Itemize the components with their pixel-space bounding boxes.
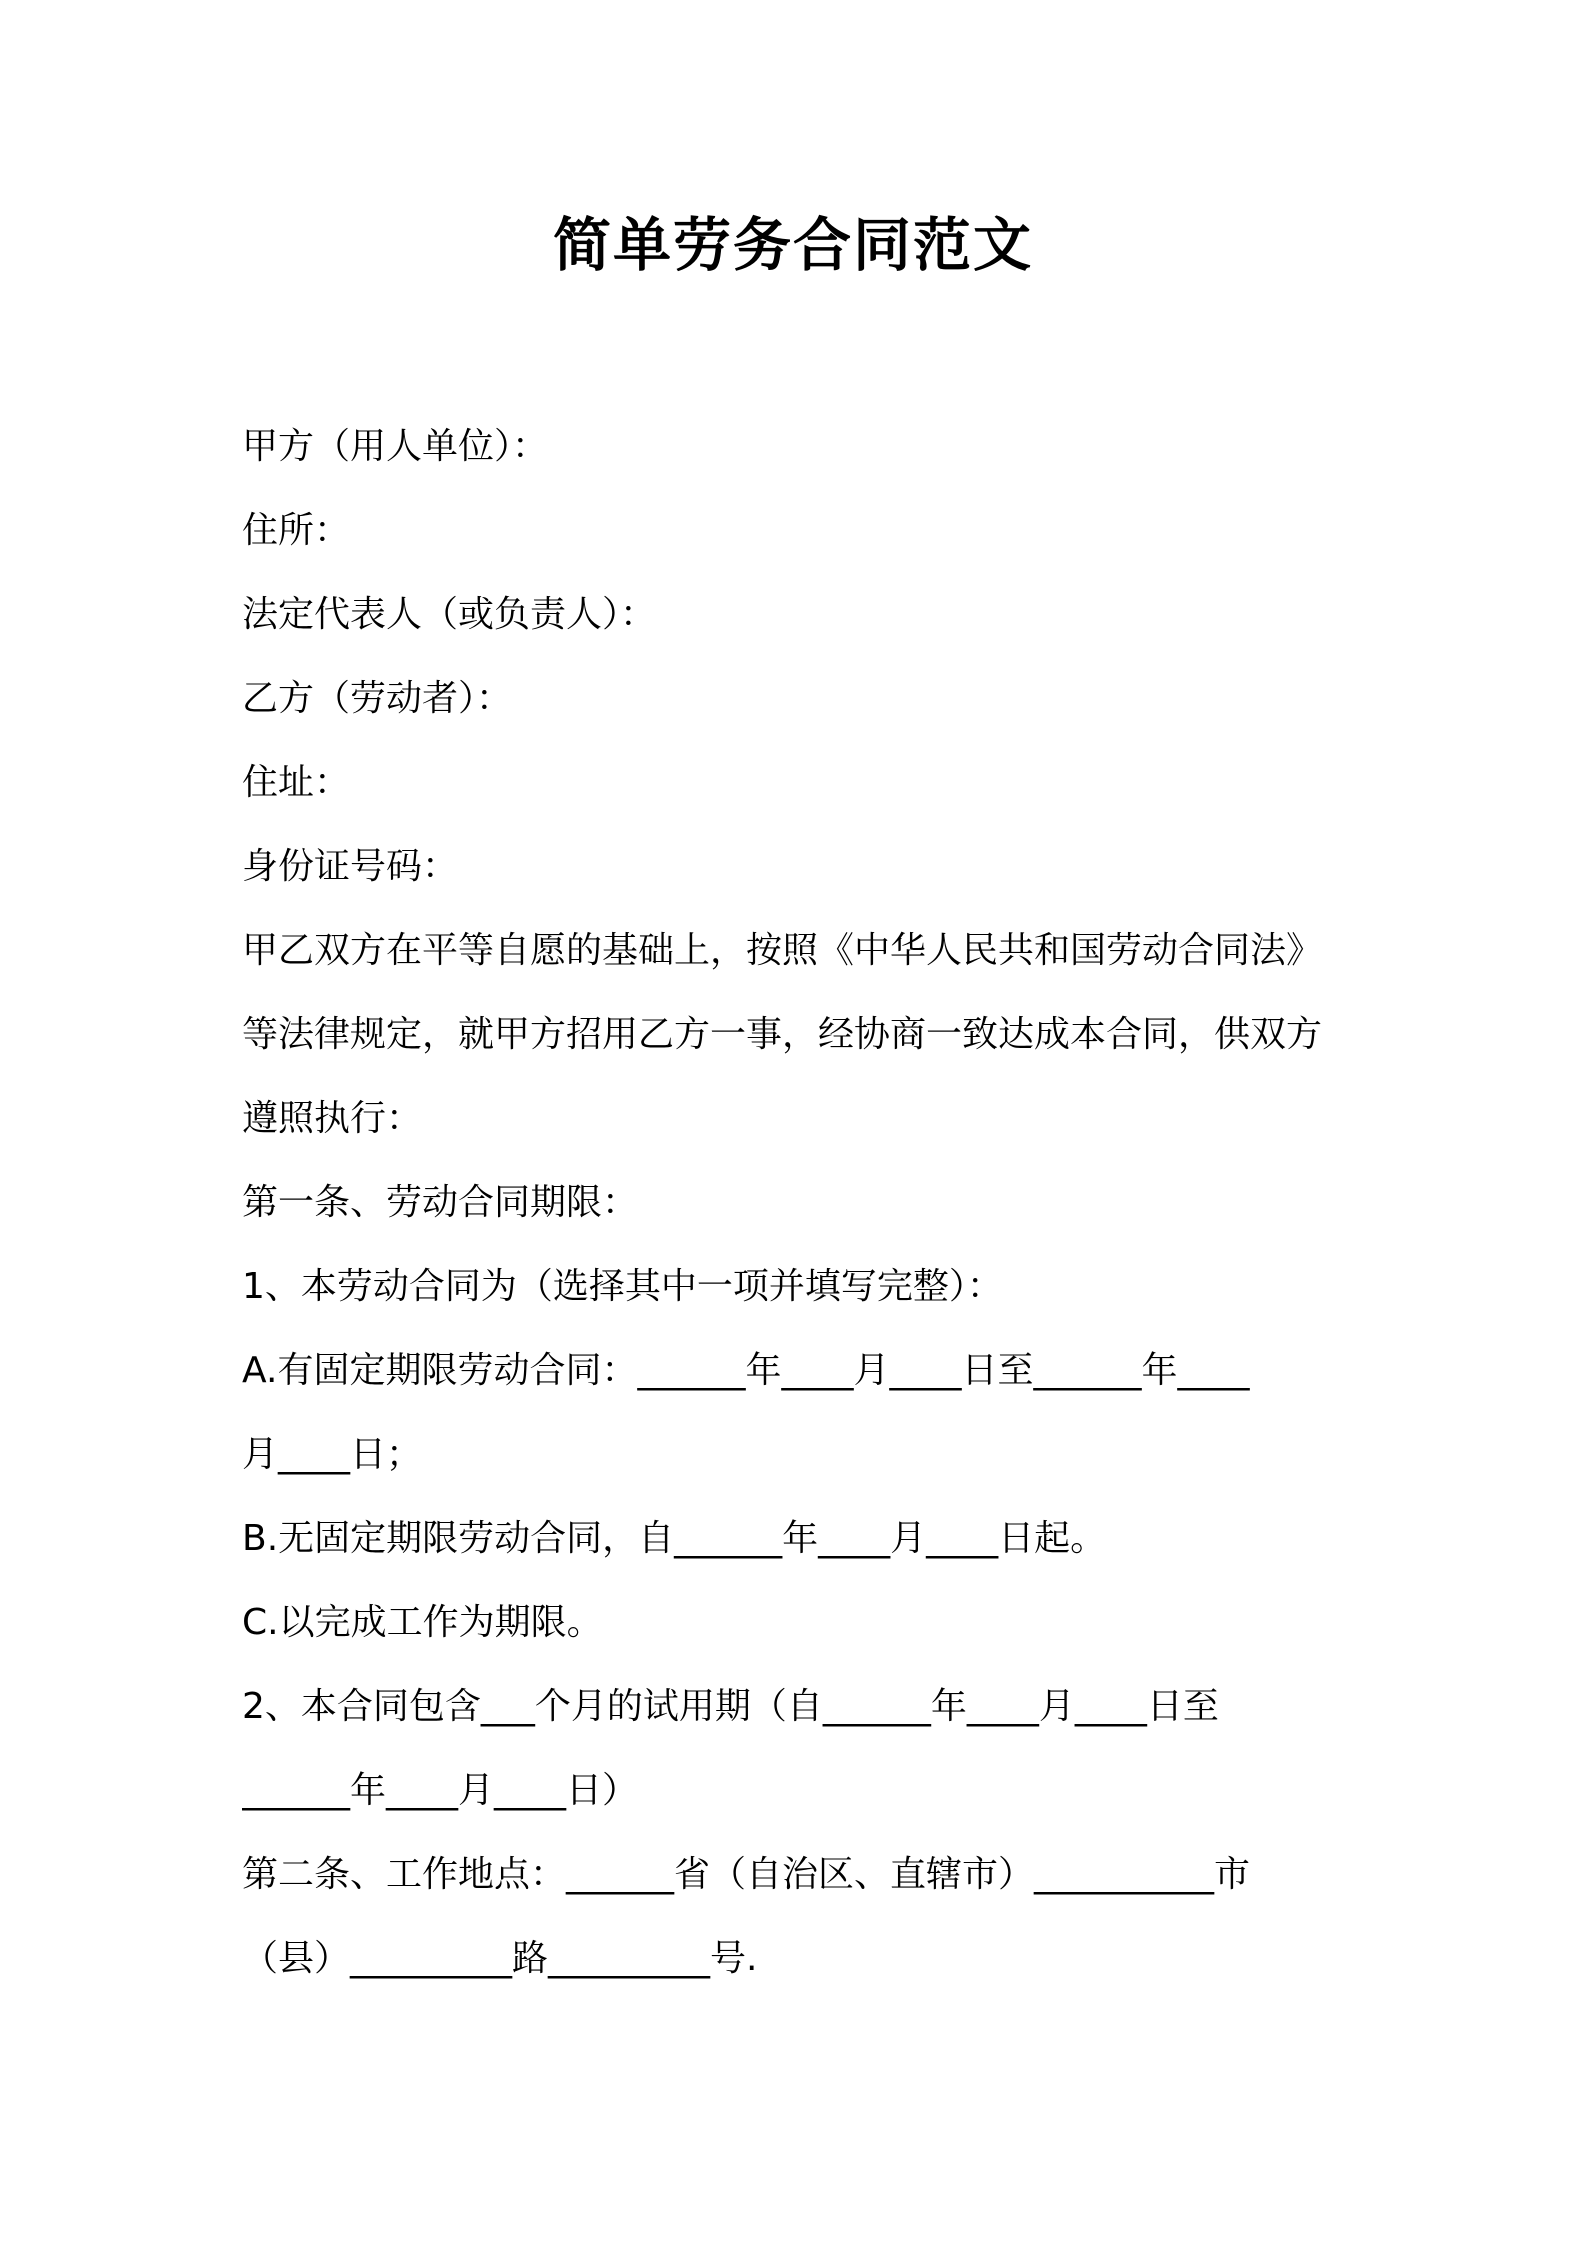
article-2-line-2: （县）_________路_________号. (242, 1938, 758, 1979)
article-2-line-1: 第二条、工作地点：______省（自治区、直辖市）__________市 (242, 1854, 1251, 1895)
document-title: 简单劳务合同范文 (552, 211, 1033, 279)
option-c-line: C.以完成工作为期限。 (242, 1602, 603, 1643)
probation-line-1: 2、本合同包含___个月的试用期（自______年____月____日至 (242, 1686, 1219, 1727)
clause-1-1: 1、本劳动合同为（选择其中一项并填写完整）： (242, 1266, 1003, 1307)
option-a-line-2: 月____日； (242, 1434, 423, 1475)
option-b-line: B.无固定期限劳动合同，自______年____月____日起。 (242, 1518, 1107, 1559)
option-a-line-1: A.有固定期限劳动合同：______年____月____日至______年____ (242, 1350, 1250, 1391)
probation-line-2: ______年____月____日） (242, 1770, 639, 1811)
party-a-address-line: 住所： (242, 510, 351, 551)
preamble-line-2: 等法律规定，就甲方招用乙方一事，经协商一致达成本合同，供双方 (242, 1014, 1323, 1055)
preamble-line-1: 甲乙双方在平等自愿的基础上，按照《中华人民共和国劳动合同法》 (242, 930, 1323, 971)
document-body (242, 405, 1362, 2001)
article-1-heading: 第一条、劳动合同期限： (242, 1182, 639, 1223)
preamble-line-3: 遵照执行： (242, 1098, 423, 1139)
id-number-line: 身份证号码： (242, 846, 459, 887)
party-b-address-line: 住址： (242, 762, 351, 803)
legal-representative-line: 法定代表人（或负责人）： (242, 594, 657, 635)
party-a-line: 甲方（用人单位）： (242, 426, 549, 467)
party-b-line: 乙方（劳动者）： (242, 678, 513, 719)
